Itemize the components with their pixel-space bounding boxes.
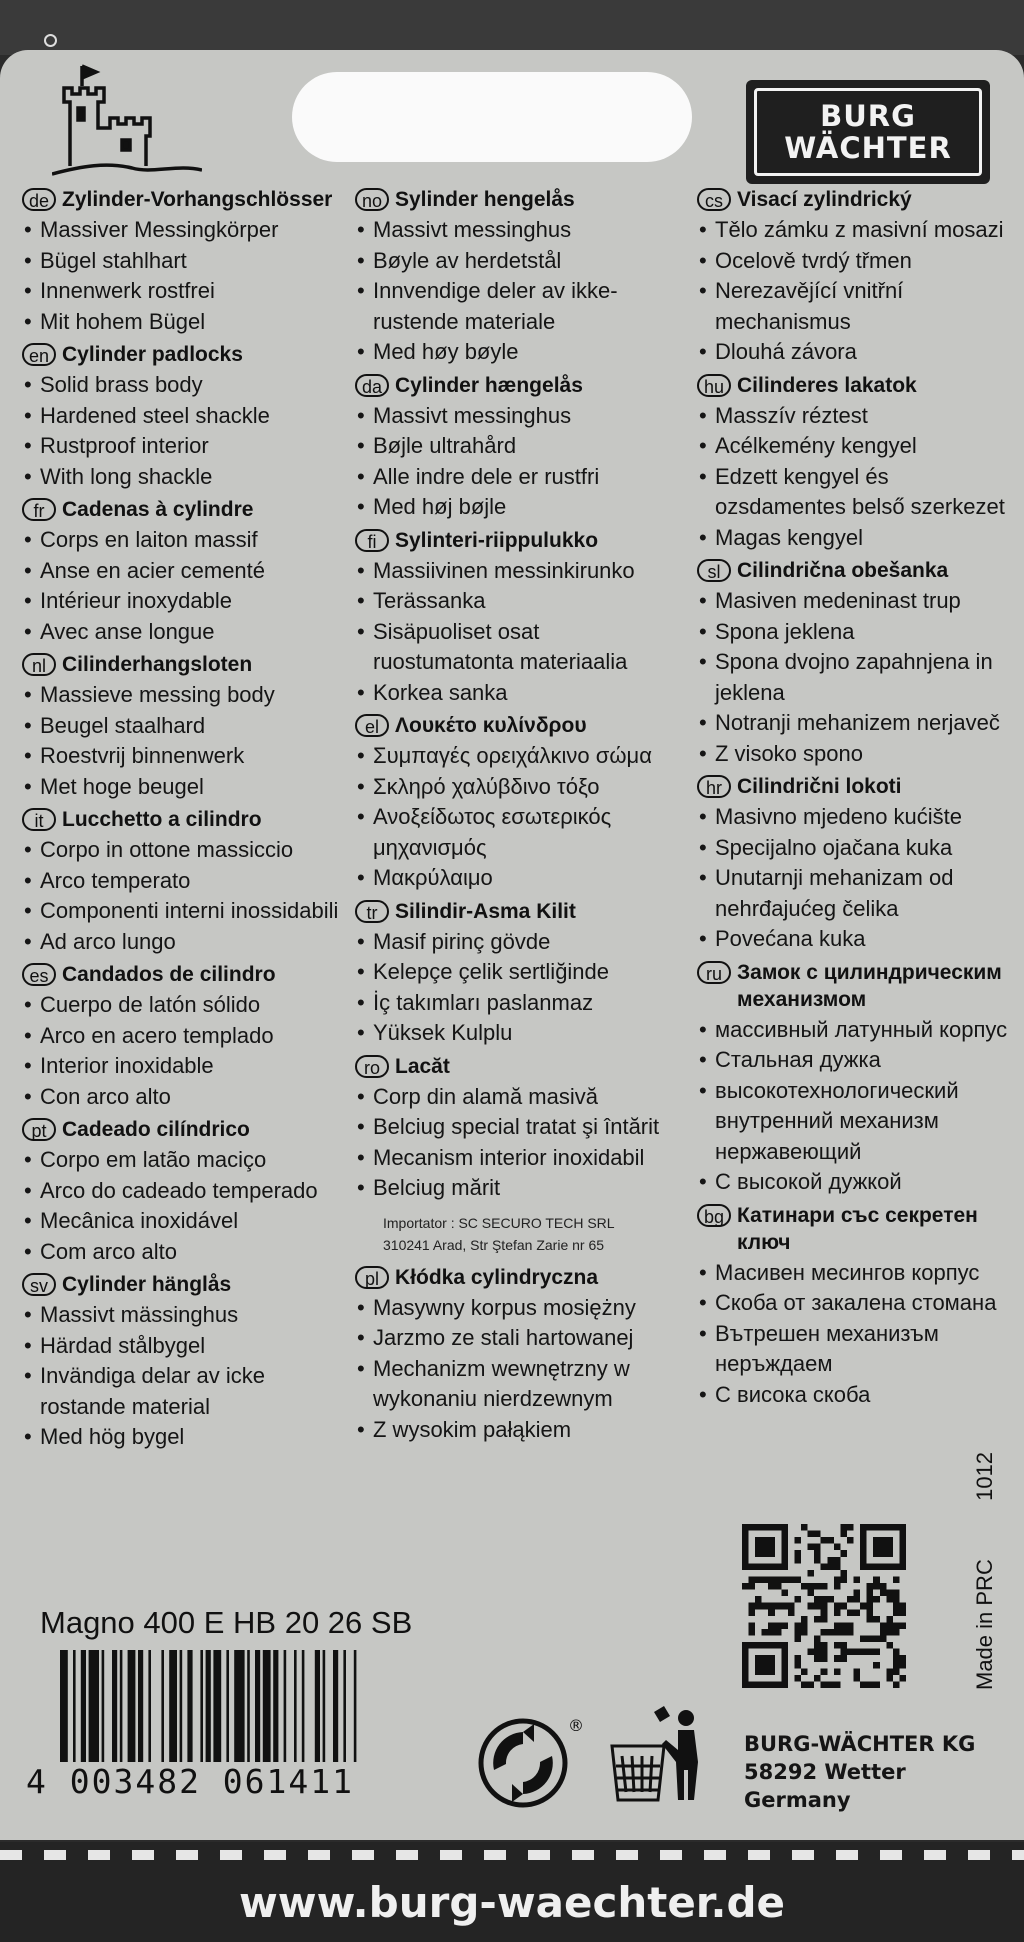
feature-list — [355, 927, 685, 1049]
language-code-badge: cs — [697, 188, 731, 211]
section-heading — [697, 557, 1017, 584]
section-heading — [22, 1271, 342, 1298]
section-title: Замок с цилиндрическим механизмом — [737, 960, 1002, 1011]
feature-item: • Solid brass body — [22, 370, 342, 401]
feature-item: • Z wysokim pałąkiem — [355, 1415, 685, 1446]
qr-code-icon — [742, 1524, 906, 1688]
section-title: Visací zylindrický — [737, 188, 912, 211]
feature-item: • Bøjle ultrahård — [355, 431, 685, 462]
feature-item: • Massiivinen messinkirunko — [355, 556, 685, 587]
feature-item: • Spona jeklena — [697, 617, 1017, 648]
language-section-no — [355, 186, 685, 368]
feature-item: • Notranji mehanizem nerjaveč — [697, 708, 1017, 739]
language-code-badge: tr — [355, 900, 389, 923]
feature-item: • Innenwerk rostfrei — [22, 276, 342, 307]
section-title: Cilindrični lokoti — [737, 775, 902, 798]
feature-item: • Med høy bøyle — [355, 337, 685, 368]
feature-item: • Вътрешен механизъм неръждаем — [697, 1319, 1017, 1380]
language-code-badge: en — [22, 343, 56, 366]
company-name: BURG-WÄCHTER KG — [744, 1732, 976, 1756]
feature-list — [22, 370, 342, 492]
feature-item: • Belciug special tratat şi întărit — [355, 1112, 685, 1143]
feature-item: • Jarzmo ze stali hartowanej — [355, 1323, 685, 1354]
section-title: Cadenas à cylindre — [62, 498, 254, 521]
language-column-3 — [697, 186, 1017, 1414]
language-code-badge: hu — [697, 374, 731, 397]
feature-item: • Massiver Messingkörper — [22, 215, 342, 246]
section-heading — [22, 341, 342, 368]
language-code-badge: de — [22, 188, 56, 211]
feature-item: • Συμπαγές ορειχάλκινο σώμα — [355, 741, 685, 772]
feature-list — [22, 1145, 342, 1267]
feature-list — [355, 401, 685, 523]
brand-line-1: BURG — [820, 99, 916, 133]
feature-item: • Härdad stålbygel — [22, 1331, 342, 1362]
feature-item: • Edzett kengyel és ozsdamentes belső szerkezet — [697, 462, 1017, 523]
feature-item: • Скоба от закалена стомана — [697, 1288, 1017, 1319]
code-number: 1012 — [972, 1451, 997, 1501]
language-code-badge: pt — [22, 1118, 56, 1141]
section-heading — [697, 1202, 1017, 1256]
importer-note — [355, 1212, 685, 1256]
section-title: Cilindrična obešanka — [737, 559, 949, 582]
section-heading — [697, 186, 1017, 213]
section-heading — [355, 1264, 685, 1291]
feature-item: • Corps en laiton massif — [22, 525, 342, 556]
feature-item: • With long shackle — [22, 462, 342, 493]
feature-item: • Sisäpuoliset osat ruostumatonta materiaalia — [355, 617, 685, 678]
feature-item: • Spona dvojno zapahnjena in jeklena — [697, 647, 1017, 708]
feature-item: • Масивен месингов корпус — [697, 1258, 1017, 1289]
feature-item: • Masivno mjedeno kućište — [697, 802, 1017, 833]
feature-item: • Mechanizm wewnętrzny w wykonaniu nierdzewnym — [355, 1354, 685, 1415]
feature-item: • Ocelově tvrdý třmen — [697, 246, 1017, 277]
feature-item: • Masszív réztest — [697, 401, 1017, 432]
feature-list — [355, 741, 685, 894]
feature-item: • Med høj bøjle — [355, 492, 685, 523]
section-title: Cilinderes lakatok — [737, 373, 917, 397]
language-section-fi — [355, 527, 685, 709]
section-heading — [355, 712, 685, 739]
language-section-en — [22, 341, 342, 492]
feature-item: • С висока скоба — [697, 1380, 1017, 1411]
feature-item: • Povećana kuka — [697, 924, 1017, 955]
section-title: Silindir-Asma Kilit — [395, 899, 576, 923]
importer-line: 310241 Arad, Str Ştefan Zarie nr 65 — [383, 1236, 605, 1253]
small-hole — [44, 34, 57, 47]
section-heading — [355, 1053, 685, 1080]
feature-item: • Anse en acier cementé — [22, 556, 342, 587]
language-section-sl — [697, 557, 1017, 769]
feature-item: • Tělo zámku z masivní mosazi — [697, 215, 1017, 246]
section-title: Zylinder-Vorhangschlösser — [62, 188, 333, 211]
language-section-tr — [355, 898, 685, 1049]
feature-item: • С высокой дужкой — [697, 1167, 1017, 1198]
language-section-de — [22, 186, 342, 337]
feature-list — [697, 215, 1017, 368]
language-section-ru — [697, 959, 1017, 1198]
company-country: Germany — [744, 1788, 851, 1812]
language-column-2 — [355, 186, 685, 1449]
feature-list — [355, 556, 685, 709]
language-code-badge: sl — [697, 559, 731, 582]
language-code-badge: it — [22, 808, 56, 831]
feature-item: • Стальная дужка — [697, 1045, 1017, 1076]
feature-item: • Com arco alto — [22, 1237, 342, 1268]
importer-line: Importator : SC SECURO TECH SRL — [383, 1214, 615, 1231]
feature-item: • Innvendige deler av ikke-rustende materiale — [355, 276, 685, 337]
feature-item: • Masiven medeninast trup — [697, 586, 1017, 617]
feature-item: • Terässanka — [355, 586, 685, 617]
brand-logo — [746, 80, 990, 184]
feature-item: • Ad arco lungo — [22, 927, 342, 958]
feature-item: • Corpo in ottone massiccio — [22, 835, 342, 866]
dashed-line — [0, 1850, 1024, 1860]
feature-item: • Z visoko spono — [697, 739, 1017, 770]
language-code-badge: ru — [697, 961, 731, 984]
feature-list — [22, 990, 342, 1112]
feature-item: • Bøyle av herdetstål — [355, 246, 685, 277]
section-heading — [22, 496, 342, 523]
website-url[interactable]: www.burg-waechter.de — [238, 1878, 786, 1927]
section-heading — [697, 959, 1017, 1013]
feature-item: • Corpo em latão maciço — [22, 1145, 342, 1176]
feature-item: • Avec anse longue — [22, 617, 342, 648]
section-heading — [355, 186, 685, 213]
brand-line-2: WÄCHTER — [784, 131, 952, 165]
language-section-el — [355, 712, 685, 894]
section-heading — [22, 961, 342, 988]
feature-item: • Σκληρό χαλύβδινο τόξο — [355, 772, 685, 803]
feature-item: • Masywny korpus mosiężny — [355, 1293, 685, 1324]
feature-item: • Mecânica inoxidável — [22, 1206, 342, 1237]
top-band — [0, 0, 1024, 55]
language-code-badge: pl — [355, 1266, 389, 1289]
feature-item: • Invändiga delar av icke rostande material — [22, 1361, 342, 1422]
barcode — [60, 1650, 420, 1762]
section-heading — [697, 773, 1017, 800]
feature-item: • Μακρύλαιμο — [355, 863, 685, 894]
product-name: Magno 400 E HB 20 26 SB — [40, 1605, 413, 1640]
language-section-nl — [22, 651, 342, 802]
language-code-badge: el — [355, 714, 389, 737]
feature-item: • Cuerpo de latón sólido — [22, 990, 342, 1021]
section-title: Cilinderhangsloten — [62, 653, 253, 676]
feature-item: • Masif pirinç gövde — [355, 927, 685, 958]
feature-item: • Med hög bygel — [22, 1422, 342, 1453]
section-title: Cylinder padlocks — [62, 343, 243, 366]
language-section-pl — [355, 1264, 685, 1446]
section-heading — [22, 651, 342, 678]
section-heading — [22, 186, 342, 213]
feature-item: • Met hoge beugel — [22, 772, 342, 803]
feature-list — [22, 215, 342, 337]
language-code-badge: da — [355, 374, 389, 397]
company-city: 58292 Wetter — [744, 1760, 906, 1784]
feature-item: • Ανοξείδωτος εσωτερικός μηχανισμός — [355, 802, 685, 863]
feature-item: • Corp din alamă masivă — [355, 1082, 685, 1113]
feature-item: • Arco temperato — [22, 866, 342, 897]
feature-item: • Belciug mărit — [355, 1173, 685, 1204]
feature-item: • Massivt messinghus — [355, 401, 685, 432]
feature-list — [22, 835, 342, 957]
section-heading — [355, 527, 685, 554]
feature-item: • Interior inoxidable — [22, 1051, 342, 1082]
feature-list — [697, 1258, 1017, 1411]
castle-icon — [52, 58, 202, 186]
language-code-badge: ro — [355, 1055, 389, 1078]
section-title: Cylinder hänglås — [62, 1273, 232, 1296]
language-code-badge: no — [355, 188, 389, 211]
feature-list — [697, 802, 1017, 955]
feature-item: • Arco en acero templado — [22, 1021, 342, 1052]
language-section-fr — [22, 496, 342, 647]
language-code-badge: sv — [22, 1273, 56, 1296]
feature-item: • Dlouhá závora — [697, 337, 1017, 368]
feature-item: • Massivt mässinghus — [22, 1300, 342, 1331]
language-code-badge: nl — [22, 653, 56, 676]
made-in-text: Made in PRC — [972, 1559, 997, 1690]
language-section-sv — [22, 1271, 342, 1453]
feature-item: • Componenti interni inossidabili — [22, 896, 342, 927]
section-title: Sylinder hengelås — [395, 188, 575, 211]
registered-mark: ® — [568, 1716, 584, 1735]
feature-item: • Rustproof interior — [22, 431, 342, 462]
feature-list — [355, 215, 685, 368]
feature-item: • Magas kengyel — [697, 523, 1017, 554]
feature-list — [22, 680, 342, 802]
feature-item: • Alle indre dele er rustfri — [355, 462, 685, 493]
language-section-cs — [697, 186, 1017, 368]
section-title: Λουκέτο κυλίνδρου — [395, 714, 587, 737]
language-section-es — [22, 961, 342, 1112]
language-section-pt — [22, 1116, 342, 1267]
company-address — [744, 1730, 975, 1814]
barcode-digits: 4 003482 061411 — [26, 1762, 355, 1801]
section-title: Candados de cilindro — [62, 963, 276, 986]
language-section-hu — [697, 372, 1017, 554]
feature-item: • Nerezavějící vnitřní mechanismus — [697, 276, 1017, 337]
section-title: Cadeado cilíndrico — [62, 1118, 250, 1141]
feature-item: • Acélkemény kengyel — [697, 431, 1017, 462]
feature-list — [355, 1082, 685, 1204]
section-heading — [697, 372, 1017, 399]
section-heading — [355, 372, 685, 399]
section-heading — [355, 898, 685, 925]
section-title: Lacăt — [395, 1054, 450, 1078]
feature-item: • Yüksek Kulplu — [355, 1018, 685, 1049]
language-column-1 — [22, 186, 342, 1457]
language-code-badge: bg — [697, 1204, 731, 1227]
feature-list — [22, 525, 342, 647]
language-section-da — [355, 372, 685, 523]
green-dot-recycle-icon — [478, 1718, 568, 1808]
section-title: Sylinteri-riippulukko — [395, 528, 599, 552]
section-heading — [22, 1116, 342, 1143]
feature-item: • Massivt messinghus — [355, 215, 685, 246]
feature-list — [355, 1293, 685, 1446]
made-in-label — [972, 1452, 998, 1690]
section-title: Lucchetto a cilindro — [62, 808, 262, 831]
language-code-badge: fr — [22, 498, 56, 521]
feature-item: • Unutarnji mehanizam od nehrđajućeg čelika — [697, 863, 1017, 924]
feature-item: • Intérieur inoxydable — [22, 586, 342, 617]
feature-item: • Mecanism interior inoxidabil — [355, 1143, 685, 1174]
feature-item: • Korkea sanka — [355, 678, 685, 709]
tidyman-bin-icon — [604, 1700, 714, 1810]
feature-item: • Arco do cadeado temperado — [22, 1176, 342, 1207]
feature-item: • Bügel stahlhart — [22, 246, 342, 277]
feature-item: • массивный латунный корпус — [697, 1015, 1017, 1046]
feature-item: • Specijalno ojačana kuka — [697, 833, 1017, 864]
language-section-bg — [697, 1202, 1017, 1411]
section-title: Cylinder hængelås — [395, 373, 583, 397]
language-section-it — [22, 806, 342, 957]
feature-list — [697, 401, 1017, 554]
feature-item: • İç takımları paslanmaz — [355, 988, 685, 1019]
language-code-badge: es — [22, 963, 56, 986]
feature-item: • Mit hohem Bügel — [22, 307, 342, 338]
section-heading — [22, 806, 342, 833]
feature-list — [697, 1015, 1017, 1198]
feature-item: • высокотехнологический внутренний механизм нержавеющий — [697, 1076, 1017, 1168]
language-code-badge: fi — [355, 529, 389, 552]
feature-list — [697, 586, 1017, 769]
language-section-ro — [355, 1053, 685, 1204]
feature-item: • Kelepçe çelik sertliğinde — [355, 957, 685, 988]
feature-item: • Roestvrij binnenwerk — [22, 741, 342, 772]
feature-item: • Con arco alto — [22, 1082, 342, 1113]
language-section-hr — [697, 773, 1017, 955]
section-title: Катинари със секретен ключ — [737, 1203, 978, 1254]
feature-item: • Hardened steel shackle — [22, 401, 342, 432]
feature-list — [22, 1300, 342, 1453]
language-code-badge: hr — [697, 775, 731, 798]
feature-item: • Beugel staalhard — [22, 711, 342, 742]
feature-item: • Massieve messing body — [22, 680, 342, 711]
hang-hole — [292, 72, 692, 162]
section-title: Kłódka cylindryczna — [395, 1265, 599, 1289]
